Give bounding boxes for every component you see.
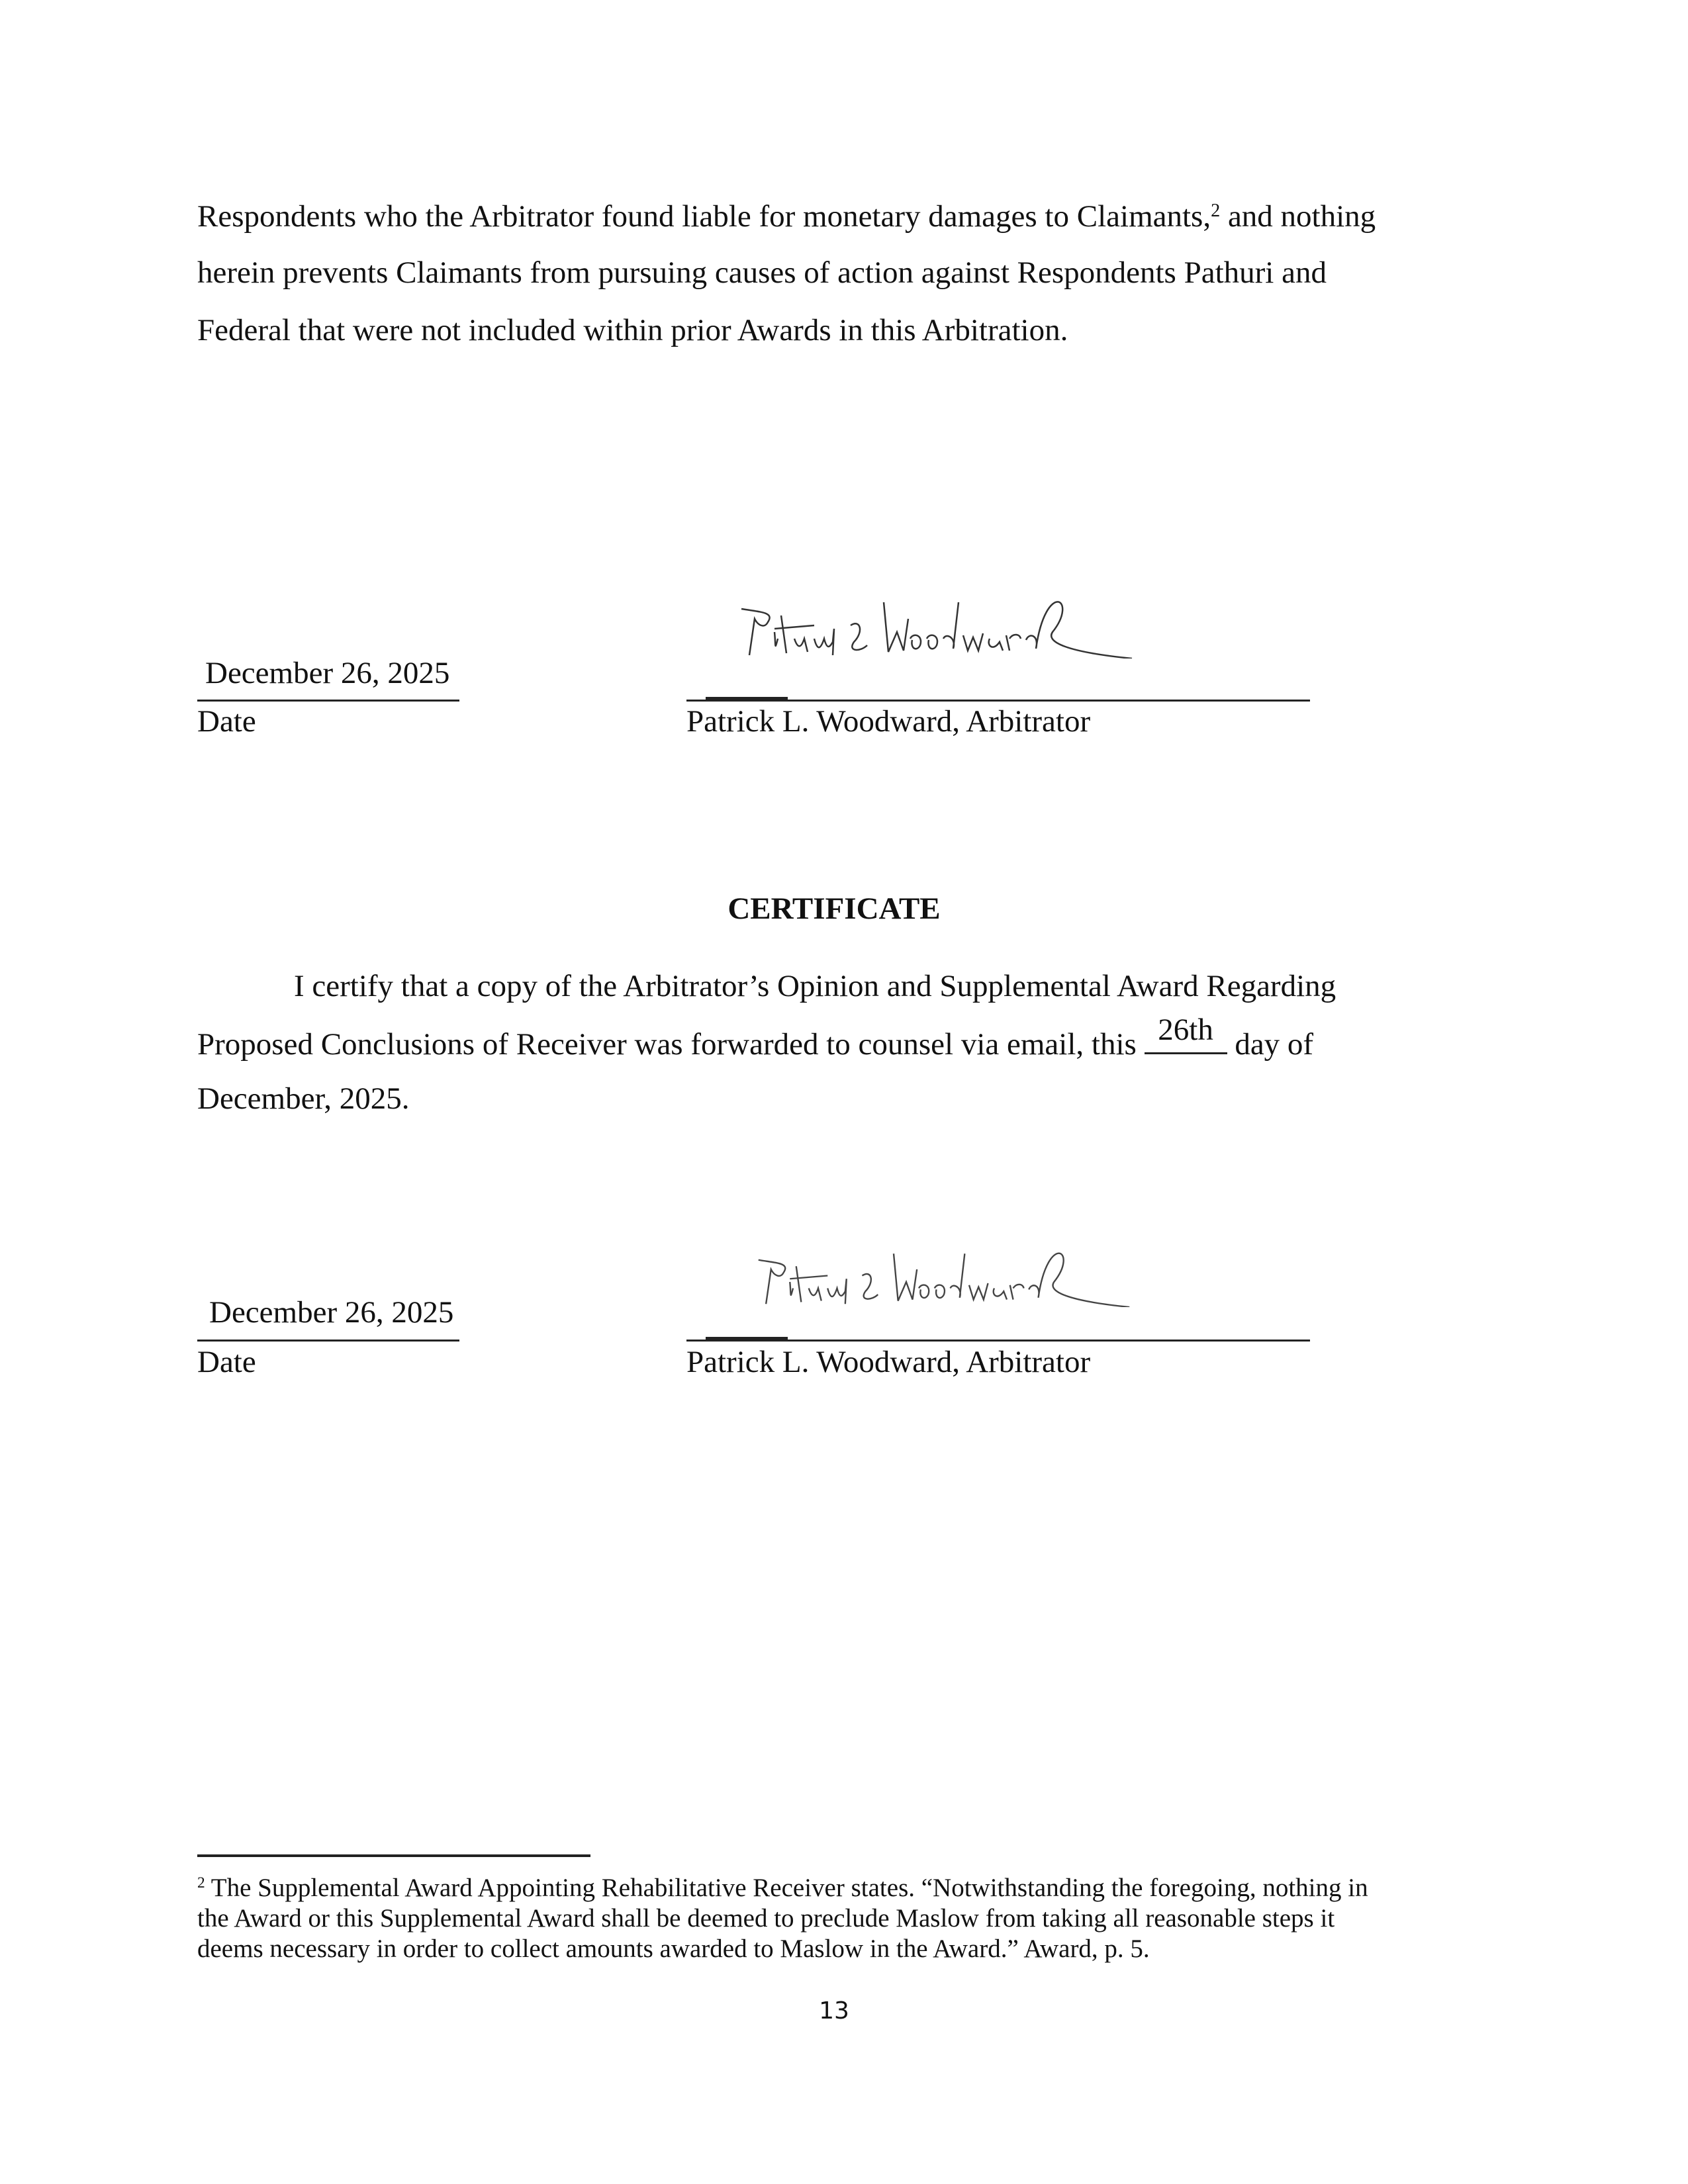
date-underline	[197, 1340, 459, 1342]
certificate-line-3: December, 2025.	[197, 1081, 410, 1116]
body-line-1	[197, 201, 1376, 236]
signature-image	[751, 1244, 1162, 1307]
signature-image	[735, 592, 1165, 659]
body-text: and nothing	[1220, 199, 1376, 234]
body-text: Respondents who the Arbitrator found liable for monetary damages to Claimants,	[197, 199, 1211, 234]
body-line-2: herein prevents Claimants from pursuing causes of action against Respondents Pathuri and	[197, 255, 1327, 290]
date-label: Date	[197, 704, 256, 739]
day-value: 26th	[1158, 1013, 1213, 1047]
certificate-title: CERTIFICATE	[727, 891, 941, 926]
footnote-text: The Supplemental Award Appointing Rehabilitative Receiver states. “Notwithstanding the foregoing, nothing in	[205, 1874, 1368, 1902]
certificate-text: Proposed Conclusions of Receiver was forwarded to counsel via email, this	[197, 1027, 1145, 1062]
date-underline	[197, 700, 459, 702]
footnote-number: 2	[197, 1874, 205, 1892]
footnote-separator	[197, 1854, 590, 1857]
signer-label: Patrick L. Woodward, Arbitrator	[686, 704, 1091, 739]
signature-underline-mark	[706, 1337, 788, 1340]
certificate-line-1: I certify that a copy of the Arbitrator’s Opinion and Supplemental Award Regarding	[294, 969, 1336, 1003]
signature-underline-mark	[706, 697, 788, 700]
certificate-text: day of	[1227, 1027, 1314, 1062]
footnote-reference[interactable]: 2	[1211, 200, 1221, 221]
footnote-line-2: the Award or this Supplemental Award shall be deemed to preclude Maslow from taking all reasonable steps it	[197, 1904, 1335, 1933]
date-label: Date	[197, 1345, 256, 1379]
certificate-line-2	[197, 1013, 1314, 1062]
footnote-line-1	[197, 1875, 1368, 1905]
body-line-3: Federal that were not included within prior Awards in this Arbitration.	[197, 313, 1068, 347]
date-value: December 26, 2025	[205, 656, 450, 690]
footnote-line-3: deems necessary in order to collect amounts awarded to Maslow in the Award.” Award, p. 5.	[197, 1934, 1150, 1963]
day-blank	[1145, 1013, 1227, 1054]
date-value: December 26, 2025	[209, 1295, 454, 1330]
signer-label: Patrick L. Woodward, Arbitrator	[686, 1345, 1091, 1379]
page-number: 13	[819, 1997, 849, 2025]
